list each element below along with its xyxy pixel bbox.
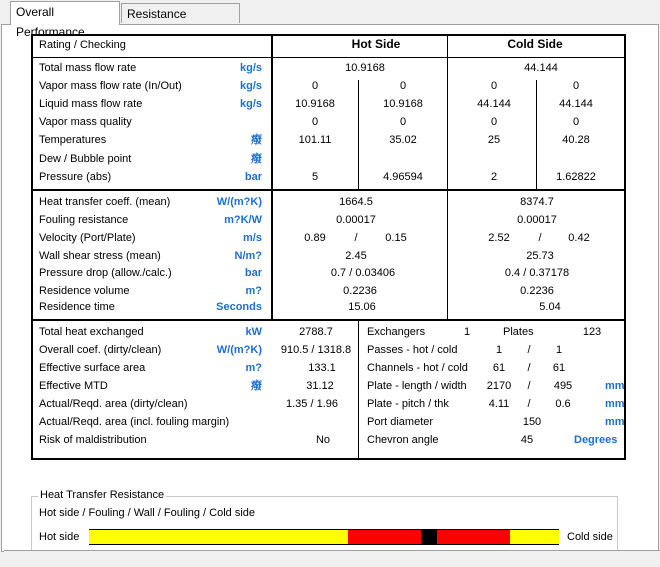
cold-htc: 8374.7 xyxy=(520,196,554,208)
row-label: Chevron angle xyxy=(367,434,439,446)
resistance-segment-fouling-hot xyxy=(348,529,421,545)
hot-vapor-out: 0 xyxy=(399,80,407,92)
resistance-segment-wall xyxy=(421,529,437,545)
cold-side-header: Cold Side xyxy=(507,37,563,51)
maldistribution-value: No xyxy=(315,434,331,446)
resistance-subtitle: Hot side / Fouling / Wall / Fouling / Cold side xyxy=(39,507,256,519)
unit-label: kg/s xyxy=(239,80,262,92)
hot-fouling: 0.00017 xyxy=(336,214,376,226)
hot-temp-out: 35.02 xyxy=(389,134,417,146)
cold-velocity-plate: 0.42 xyxy=(568,232,590,244)
channels-cold: 61 xyxy=(552,362,566,374)
cold-liquid-out: 44.144 xyxy=(559,98,593,110)
slash: / xyxy=(354,232,358,244)
row-label: Pressure (abs) xyxy=(39,171,112,183)
tab-resistance-distribution[interactable]: Resistance xyxy=(121,3,240,23)
cold-pressure-drop: 0.4 / 0.37178 xyxy=(504,267,570,279)
plate-thickness: 0.6 xyxy=(555,398,571,410)
hot-wall-shear: 2.45 xyxy=(345,250,367,262)
row-label: Actual/Reqd. area (dirty/clean) xyxy=(39,398,188,410)
unit-label: bar xyxy=(244,267,262,279)
unit-label: kg/s xyxy=(239,62,262,74)
hot-quality-in: 0 xyxy=(311,116,319,128)
port-diameter: 150 xyxy=(522,416,542,428)
exchangers-value: 1 xyxy=(463,326,471,338)
unit-label: mm xyxy=(605,398,625,410)
row-label: Velocity (Port/Plate) xyxy=(39,232,136,244)
row-label: Residence time xyxy=(39,301,115,313)
row-label: Wall shear stress (mean) xyxy=(39,250,161,262)
resistance-title: Heat Transfer Resistance xyxy=(40,489,165,501)
hot-vapor-in: 0 xyxy=(311,80,319,92)
hot-liquid-in: 10.9168 xyxy=(295,98,335,110)
resistance-segment-hot-side xyxy=(89,529,348,545)
row-label: Liquid mass flow rate xyxy=(39,98,143,110)
row-label: Plate - pitch / thk xyxy=(367,398,449,410)
resistance-segment-cold-side xyxy=(510,529,559,545)
unit-label: 癈 xyxy=(251,380,262,392)
unit-label: m? xyxy=(245,285,262,297)
hot-velocity-plate: 0.15 xyxy=(385,232,407,244)
unit-label: N/m? xyxy=(234,250,262,262)
row-label: Passes - hot / cold xyxy=(367,344,458,356)
slash: / xyxy=(527,344,531,356)
row-label: Fouling resistance xyxy=(39,214,129,226)
unit-label: 癈 xyxy=(251,153,262,165)
overall-coef-value: 910.5 / 1318.8 xyxy=(280,344,352,356)
unit-label: m/s xyxy=(243,232,262,244)
hot-pressure-drop: 0.7 / 0.03406 xyxy=(330,267,396,279)
hot-side-label: Hot side xyxy=(39,531,80,543)
row-label: Risk of maldistribution xyxy=(39,434,147,446)
surface-area-value: 133.1 xyxy=(308,362,336,374)
hot-pressure-out: 4.96594 xyxy=(383,171,423,183)
row-label: Effective MTD xyxy=(39,380,108,392)
cold-res-volume: 0.2236 xyxy=(520,285,554,297)
passes-hot: 1 xyxy=(495,344,503,356)
hot-htc: 1664.5 xyxy=(339,196,373,208)
cold-side-label: Cold side xyxy=(567,531,613,543)
unit-label: mm xyxy=(605,416,625,428)
plate-length: 2170 xyxy=(486,380,512,392)
cold-pressure-in: 2 xyxy=(490,171,498,183)
row-label: Effective surface area xyxy=(39,362,146,374)
unit-label: bar xyxy=(244,171,262,183)
passes-cold: 1 xyxy=(555,344,563,356)
hot-total-mass: 10.9168 xyxy=(345,62,385,74)
plates-value: 123 xyxy=(582,326,602,338)
cold-velocity-port: 2.52 xyxy=(488,232,510,244)
hot-res-time: 15.06 xyxy=(348,301,376,313)
row-label: Overall coef. (dirty/clean) xyxy=(39,344,162,356)
cold-vapor-in: 0 xyxy=(490,80,498,92)
status-bar xyxy=(4,550,660,567)
unit-label: Degrees xyxy=(574,434,618,446)
row-label: Dew / Bubble point xyxy=(39,153,132,165)
row-label: Vapor mass quality xyxy=(39,116,132,128)
slash: / xyxy=(538,232,542,244)
hot-res-volume: 0.2236 xyxy=(343,285,377,297)
row-label: Vapor mass flow rate (In/Out) xyxy=(39,80,182,92)
plate-pitch: 4.11 xyxy=(488,398,510,410)
heat-transfer-resistance-group xyxy=(31,496,618,557)
cold-temp-out: 40.28 xyxy=(562,134,590,146)
tab-strip xyxy=(0,0,660,39)
resistance-segment-fouling-cold xyxy=(437,529,510,545)
cold-pressure-out: 1.62822 xyxy=(556,171,596,183)
row-label: Pressure drop (allow./calc.) xyxy=(39,267,172,279)
unit-label: 癈 xyxy=(251,134,262,146)
row-label: Total mass flow rate xyxy=(39,62,137,74)
cold-quality-in: 0 xyxy=(490,116,498,128)
row-label: Plate - length / width xyxy=(367,380,467,392)
hot-side-header: Hot Side xyxy=(351,37,401,51)
cold-res-time: 5.04 xyxy=(539,301,561,313)
channels-hot: 61 xyxy=(492,362,506,374)
plate-width: 495 xyxy=(553,380,573,392)
row-label: Plates xyxy=(503,326,534,338)
hot-temp-in: 101.11 xyxy=(298,134,332,146)
tab-overall-performance[interactable]: Overall Performance xyxy=(10,1,120,25)
row-label: Exchangers xyxy=(367,326,426,338)
chevron-angle: 45 xyxy=(520,434,534,446)
cold-liquid-in: 44.144 xyxy=(477,98,511,110)
slash: / xyxy=(527,398,531,410)
cold-quality-out: 0 xyxy=(572,116,580,128)
row-label: Port diameter xyxy=(367,416,434,428)
slash: / xyxy=(527,380,531,392)
total-heat-value: 2788.7 xyxy=(299,326,333,338)
cold-temp-in: 25 xyxy=(487,134,501,146)
hot-quality-out: 0 xyxy=(399,116,407,128)
cold-fouling: 0.00017 xyxy=(517,214,557,226)
row-label: Actual/Reqd. area (incl. fouling margin) xyxy=(39,416,230,428)
row-label: Total heat exchanged xyxy=(39,326,144,338)
slash: / xyxy=(527,362,531,374)
unit-label: W/(m?K) xyxy=(216,344,262,356)
rating-checking-header: Rating / Checking xyxy=(39,39,126,51)
row-label: Channels - hot / cold xyxy=(367,362,468,374)
area-ratio-value: 1.35 / 1.96 xyxy=(286,398,338,410)
row-label: Residence volume xyxy=(39,285,130,297)
hot-velocity-port: 0.89 xyxy=(304,232,326,244)
unit-label: kg/s xyxy=(239,98,262,110)
cold-total-mass: 44.144 xyxy=(524,62,558,74)
cold-wall-shear: 25.73 xyxy=(526,250,554,262)
unit-label: mm xyxy=(605,380,625,392)
hot-liquid-out: 10.9168 xyxy=(383,98,423,110)
cold-vapor-out: 0 xyxy=(572,80,580,92)
unit-label: kW xyxy=(245,326,262,338)
unit-label: m?K/W xyxy=(224,214,262,226)
row-label: Temperatures xyxy=(39,134,107,146)
unit-label: W/(m?K) xyxy=(216,196,262,208)
mtd-value: 31.12 xyxy=(306,380,334,392)
hot-pressure-in: 5 xyxy=(311,171,319,183)
unit-label: Seconds xyxy=(216,301,262,313)
row-label: Heat transfer coeff. (mean) xyxy=(39,196,171,208)
unit-label: m? xyxy=(245,362,262,374)
